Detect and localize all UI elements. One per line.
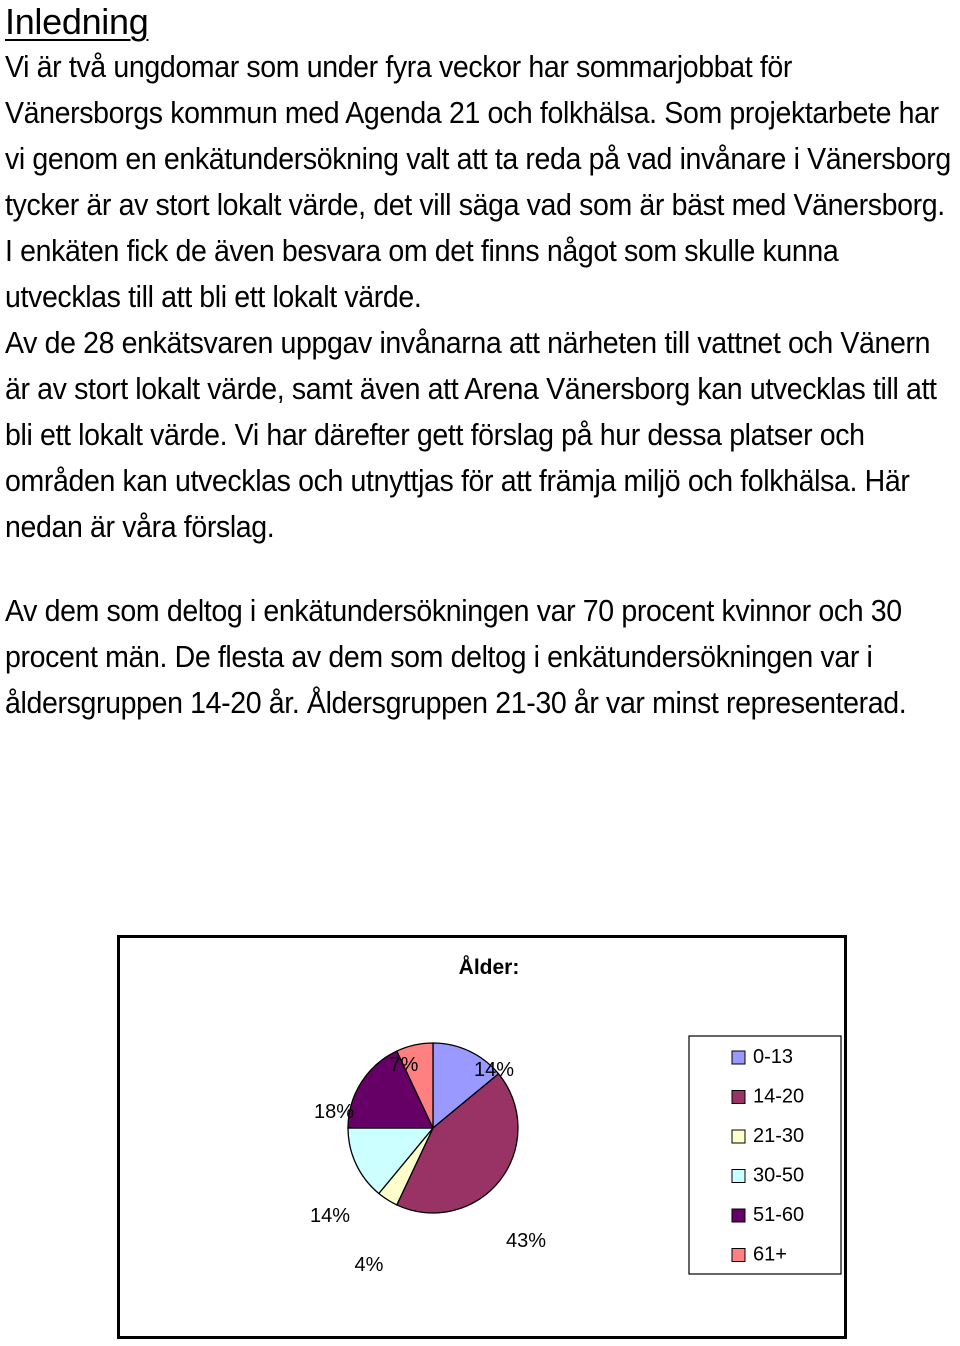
pie-label-30-50: 14% <box>309 1205 351 1227</box>
pie-label-0-13: 14% <box>473 1059 515 1081</box>
legend-swatch-21-30 <box>732 1130 745 1143</box>
pie-chart-svg <box>120 938 844 1336</box>
legend-swatch-51-60 <box>732 1209 745 1222</box>
legend-swatch-61+ <box>732 1249 745 1262</box>
age-pie-chart <box>117 935 847 1339</box>
chart-title: Ålder: <box>458 956 520 979</box>
legend-swatch-0-13 <box>732 1051 745 1064</box>
pie-label-14-20: 43% <box>505 1230 547 1252</box>
legend-label-14-20: 14-20 <box>753 1085 805 1108</box>
legend-swatch-14-20 <box>732 1091 745 1104</box>
participants-paragraph: Av dem som deltog i enkätundersökningen var 70 procent kvinnor och 30 procent män. De flesta av dem som deltog i enkätundersökningen var i åldersgruppen 14-20 år. Åldersgruppen 21-30 år var minst representerad. <box>5 593 907 720</box>
pie-label-51-60: 18% <box>313 1101 355 1123</box>
document-page <box>5 0 955 726</box>
pie-label-61+: 7% <box>389 1054 419 1076</box>
legend-label-0-13: 0-13 <box>753 1046 794 1068</box>
legend-label-61+: 61+ <box>753 1243 787 1266</box>
survey-results-paragraph: Av de 28 enkätsvaren uppgav invånarna att närheten till vattnet och Vänern är av stort lokalt värde, samt även att Arena Vänersborg kan utvecklas till att bli ett lokalt värde. Vi har därefter gett förslag på hur dessa platser och områden kan utvecklas och utnyttjas för att främja miljö och folkhälsa. Här nedan är våra förslag. <box>5 325 937 544</box>
legend-label-51-60: 51-60 <box>753 1204 805 1226</box>
chart-legend <box>689 1036 841 1274</box>
legend-swatch-30-50 <box>732 1170 745 1183</box>
page-title: Inledning <box>5 1 149 42</box>
intro-paragraph: Vi är två ungdomar som under fyra veckor har sommarjobbat för Vänersborgs kommun med Agenda 21 och folkhälsa. Som projektarbete har vi genom en enkätundersökning valt att ta reda på vad invånare i Vänersborg tycker är av stort lokalt värde, det vill säga vad som är bäst med Vänersborg. I enkäten fick de även besvara om det finns något som skulle kunna utvecklas till att bli ett lokalt värde. <box>5 49 951 314</box>
pie-label-21-30: 4% <box>354 1254 384 1276</box>
legend-label-21-30: 21-30 <box>753 1125 805 1147</box>
legend-label-30-50: 30-50 <box>753 1164 805 1187</box>
